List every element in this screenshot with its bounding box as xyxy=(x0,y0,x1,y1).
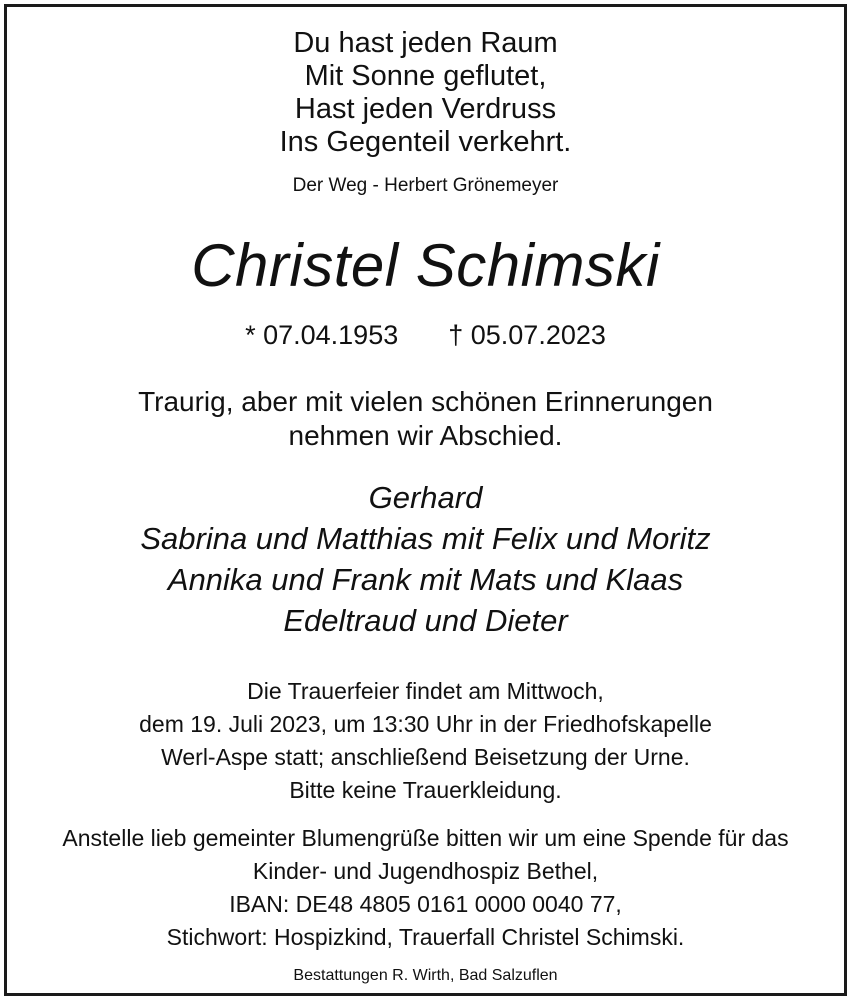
poem-line: Ins Gegenteil verkehrt. xyxy=(279,126,572,158)
obituary-notice xyxy=(4,4,847,996)
death-date: † 05.07.2023 xyxy=(448,320,606,350)
mourning-line: nehmen wir Abschied. xyxy=(288,420,563,451)
poem-line: Mit Sonne geflutet, xyxy=(304,60,547,92)
donation-line: Anstelle lieb gemeinter Blumengrüße bitten wir um eine Spende für das xyxy=(62,825,789,851)
donation-line: Stichwort: Hospizkind, Trauerfall Christel Schimski. xyxy=(166,924,685,950)
undertaker: Bestattungen R. Wirth, Bad Salzuflen xyxy=(293,967,558,984)
life-dates xyxy=(7,320,844,351)
poem-source: Der Weg - Herbert Grönemeyer xyxy=(292,175,559,196)
family-member: Gerhard xyxy=(368,480,483,515)
mourning-line: Traurig, aber mit vielen schönen Erinnerungen xyxy=(138,386,713,417)
family-member: Sabrina und Matthias mit Felix und Moritz xyxy=(140,521,711,556)
donation-line: Kinder- und Jugendhospiz Bethel, xyxy=(252,858,599,884)
service-line: dem 19. Juli 2023, um 13:30 Uhr in der Friedhofskapelle xyxy=(139,711,712,737)
service-line: Bitte keine Trauerkleidung. xyxy=(289,777,562,803)
deceased-name: Christel Schimski xyxy=(191,232,660,299)
poem-line: Du hast jeden Raum xyxy=(293,27,558,59)
service-line: Die Trauerfeier findet am Mittwoch, xyxy=(247,678,604,704)
donation-line: IBAN: DE48 4805 0161 0000 0040 77, xyxy=(229,891,622,917)
birth-date: * 07.04.1953 xyxy=(245,320,399,350)
service-line: Werl-Aspe statt; anschließend Beisetzung der Urne. xyxy=(161,744,690,770)
family-member: Annika und Frank mit Mats und Klaas xyxy=(167,562,684,597)
family-member: Edeltraud und Dieter xyxy=(283,603,568,638)
poem-line: Hast jeden Verdruss xyxy=(294,93,557,125)
